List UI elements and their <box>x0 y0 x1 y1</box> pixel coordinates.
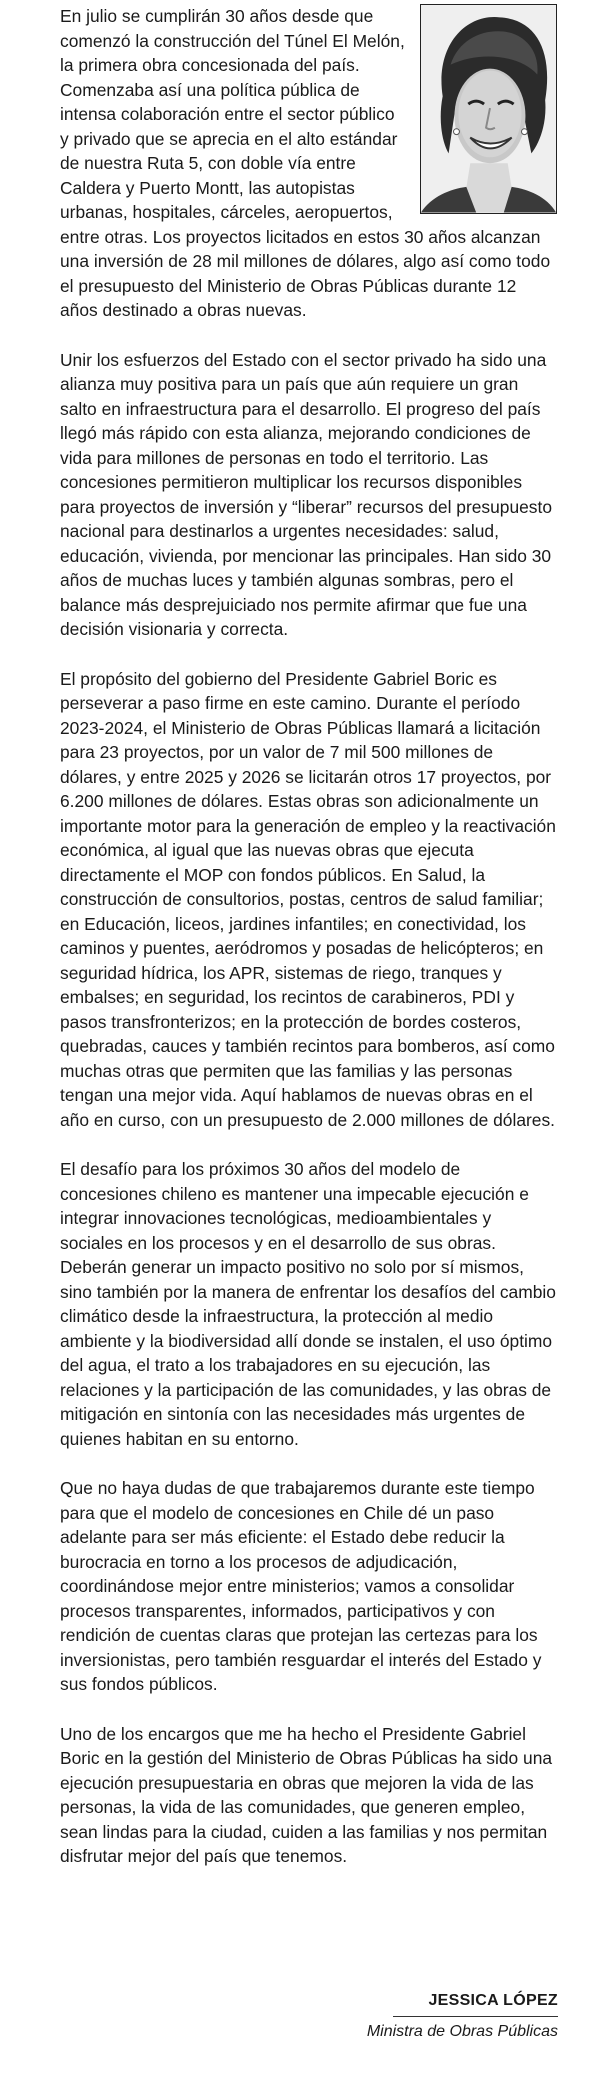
paragraph-3: El propósito del gobierno del Presidente Gabriel Boric es perseverar a paso firme en este camino. Durante el período 2023-2024, el Ministerio de Obras Públicas llamará a licitación para 23 proyectos, por un valor de 7 mil 500 millones de dólares, y entre 2025 y 2026 se licitarán otros 17 proyectos, por 6.200 millones de dólares. Estas obras son adicionalmente un importante motor para la generación de empleo y la reactivación económica, al igual que las nuevas obras que ejecuta directamente el MOP con fondos públicos. En Salud, la construcción de consultorios, postas, centros de salud familiar; en Educación, liceos, jardines infantiles; en conectividad, los caminos y puentes, aeródromos y posadas de helicópteros; en seguridad hídrica, los APR, sistemas de riego, tranques y embalses; en seguridad, los recintos de carabineros, PDI y pasos transfronterizos; en la protección de bordes costeros, quebradas, cauces y también recintos para bomberos, así como muchas otras que permiten que las familias y las personas tengan una mejor vida. Aquí hablamos de nuevas obras en el año en curso, con un presupuesto de 2.000 millones de dólares. <box>60 668 556 1130</box>
author-role: Ministra de Obras Públicas <box>366 2023 558 2040</box>
paragraph-1: En julio se cumplirán 30 años desde que comenzó la construcción del Túnel El Melón, la primera obra concesionada del país. Comenzaba así una política pública de intensa colaboración entre el sector público y privado que se aprecia en el alto estándar de nuestra Ruta 5, con doble vía entre Caldera y Puerto Montt, las autopistas urbanas, hospitales, cárceles, aeropuertos, entre otras. Los proyectos licitados en estos 30 años alcanzan una inversión de 28 mil millones de dólares, algo así como todo el presupuesto del Ministerio de Obras Públicas durante 12 años destinado a obras nuevas. <box>60 6 551 320</box>
article-body <box>60 0 557 1894</box>
paragraph-4: El desafío para los próximos 30 años del modelo de concesiones chileno es mantener una impecable ejecución e integrar innovaciones tecnológicas, medioambientales y sociales en los procesos y en el desarrollo de sus obras. Deberán generar un impacto positivo no solo por sí mismos, sino también por la manera de enfrentar los desafíos del cambio climático desde la infraestructura, la protección al medio ambiente y la biodiversidad allí donde se instalen, el uso óptimo del agua, el trato a los trabajadores en su ejecución, las relaciones y la participación de las comunidades, y las obras de mitigación en sintonía con las necesidades más urgentes de quienes habitan en su entorno. <box>60 1159 556 1449</box>
author-signature <box>367 1992 558 2041</box>
author-name: JESSICA LÓPEZ <box>428 1992 558 2009</box>
paragraph-5: Que no haya dudas de que trabajaremos durante este tiempo para que el modelo de concesiones en Chile dé un paso adelante para ser más eficiente: el Estado debe reducir la burocracia en torno a los procesos de adjudicación, coordinándose mejor entre ministerios; vamos a consolidar procesos transparentes, informados, participativos y con rendición de cuentas claras que protejan las certezas para los inversionistas, pero también resguardar el interés del Estado y sus fondos públicos. <box>60 1478 542 1694</box>
signature-divider <box>393 2016 558 2017</box>
author-portrait <box>420 4 557 214</box>
paragraph-2: Unir los esfuerzos del Estado con el sector privado ha sido una alianza muy positiva para un país que aún requiere un gran salto en infraestructura para el desarrollo. El progreso del país llegó más rápido con esta alianza, mejorando condiciones de vida para millones de personas en todo el territorio. Las concesiones permitieron multiplicar los recursos disponibles para proyectos de inversión y “liberar” recursos del presupuesto nacional para destinarlos a urgentes necesidades: salud, educación, vivienda, por mencionar las principales. Han sido 30 años de muchas luces y también algunas sombras, pero el balance más desprejuiciado nos permite afirmar que fue una decisión visionaria y correcta. <box>60 349 553 639</box>
paragraph-6: Uno de los encargos que me ha hecho el Presidente Gabriel Boric en la gestión del Ministerio de Obras Públicas ha sido una ejecución presupuestaria en obras que mejoren la vida de las personas, la vida de las comunidades, que generen empleo, sean lindas para la ciudad, cuiden a las familias y nos permitan disfrutar mejor del país que tenemos. <box>60 1723 553 1866</box>
